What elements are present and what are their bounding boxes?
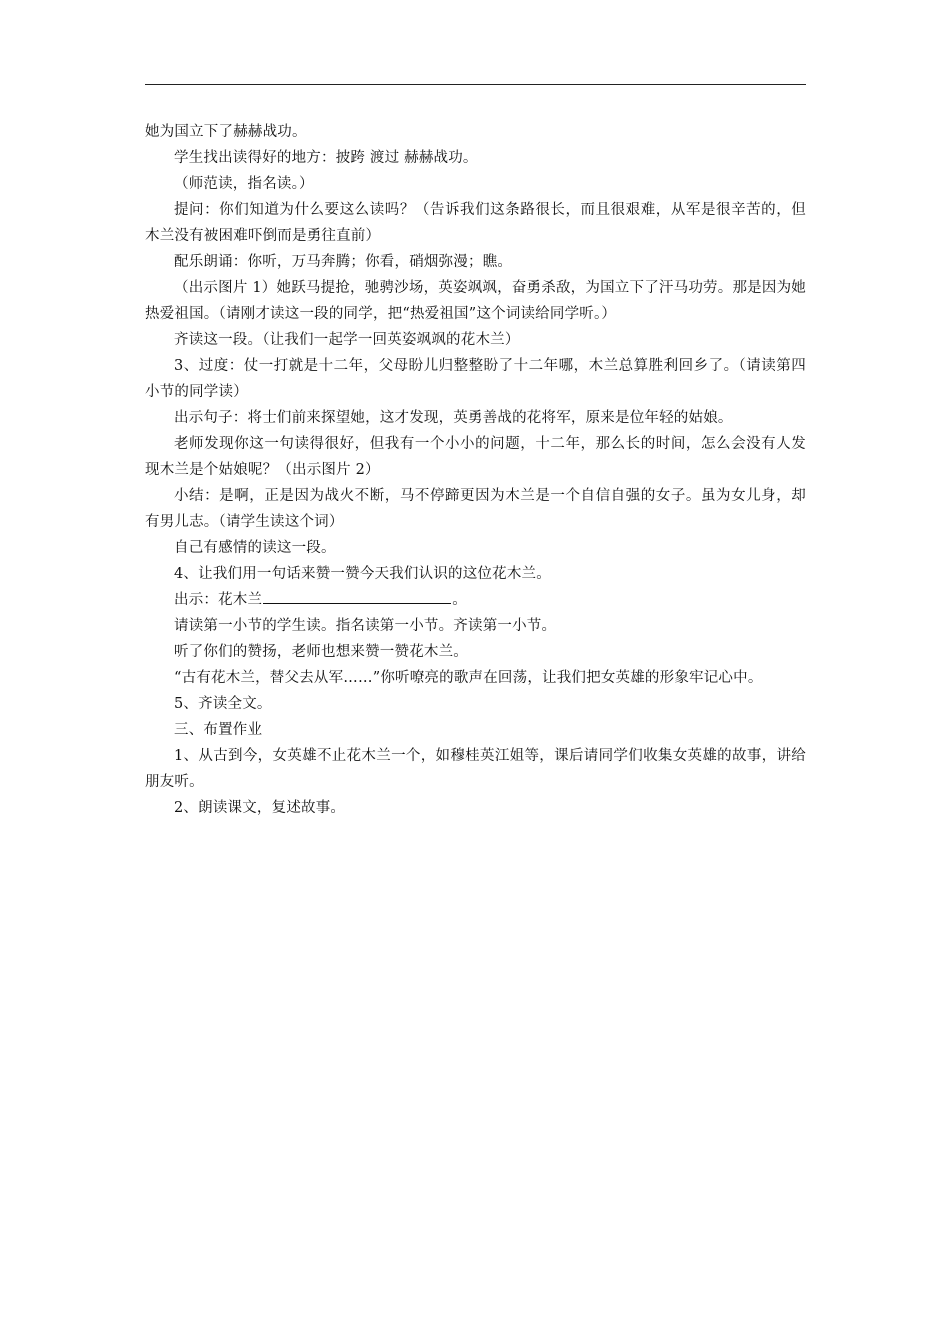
paragraph: 1、从古到今，女英雄不止花木兰一个，如穆桂英江姐等，课后请同学们收集女英雄的故事，讲给朋友听。 [145, 748, 806, 790]
paragraph: 2、朗读课文，复述故事。 [174, 800, 346, 816]
paragraph: 出示句子：将士们前来探望她，这才发现，英勇善战的花将军，原来是位年轻的姑娘。 [174, 410, 733, 426]
paragraph: 5、齐读全文。 [174, 696, 272, 712]
paragraph: 老师发现你这一句读得很好，但我有一个小小的问题，十二年，那么长的时间，怎么会没有人发现木兰是个姑娘呢？（出示图片 2） [145, 436, 806, 478]
paragraph: 提问：你们知道为什么要这么读吗？（告诉我们这条路很长，而且很艰难，从军是很辛苦的，但木兰没有被困难吓倒而是勇往直前） [145, 202, 806, 244]
section-heading: 三、布置作业 [174, 722, 263, 738]
paragraph: 齐读这一段。（让我们一起学一回英姿飒飒的花木兰） [174, 332, 520, 348]
paragraph: 小结：是啊，正是因为战火不断，马不停蹄更因为木兰是一个自信自强的女子。虽为女儿身，却有男儿志。（请学生读这个词） [145, 488, 806, 530]
paragraph: 请读第一小节的学生读。指名读第一小节。齐读第一小节。 [174, 618, 557, 634]
header-rule [145, 84, 806, 85]
paragraph: 配乐朗诵：你听，万马奔腾；你看，硝烟弥漫；瞧。 [174, 254, 513, 270]
fill-in-blank-line [145, 587, 806, 613]
paragraph: “古有花木兰，替父去从军……”你听嘹亮的歌声在回荡，让我们把女英雄的形象牢记心中。 [174, 670, 763, 686]
answer-blank [263, 588, 451, 604]
paragraph: 听了你们的赞扬，老师也想来赞一赞花木兰。 [174, 644, 468, 660]
paragraph: 学生找出读得好的地方：披跨 渡过 赫赫战功。 [174, 150, 478, 166]
paragraph: 她为国立下了赫赫战功。 [145, 124, 307, 140]
paragraph: 4、让我们用一句话来赞一赞今天我们认识的这位花木兰。 [174, 566, 551, 582]
fill-in-prompt: 出示：花木兰 [174, 592, 263, 608]
paragraph: 3、过度：仗一打就是十二年，父母盼儿归整整盼了十二年哪，木兰总算胜利回乡了。（请读第四小节的同学读） [145, 358, 806, 400]
paragraph: 自己有感情的读这一段。 [174, 540, 336, 556]
document-body [145, 119, 806, 821]
paragraph: （出示图片 1）她跃马提抢，驰骋沙场，英姿飒飒，奋勇杀敌，为国立下了汗马功劳。那是因为她热爱祖国。（请刚才读这一段的同学，把“热爱祖国”这个词读给同学听。） [145, 280, 806, 322]
fill-in-end-mark: 。 [452, 592, 467, 608]
paragraph: （师范读，指名读。） [174, 176, 314, 192]
